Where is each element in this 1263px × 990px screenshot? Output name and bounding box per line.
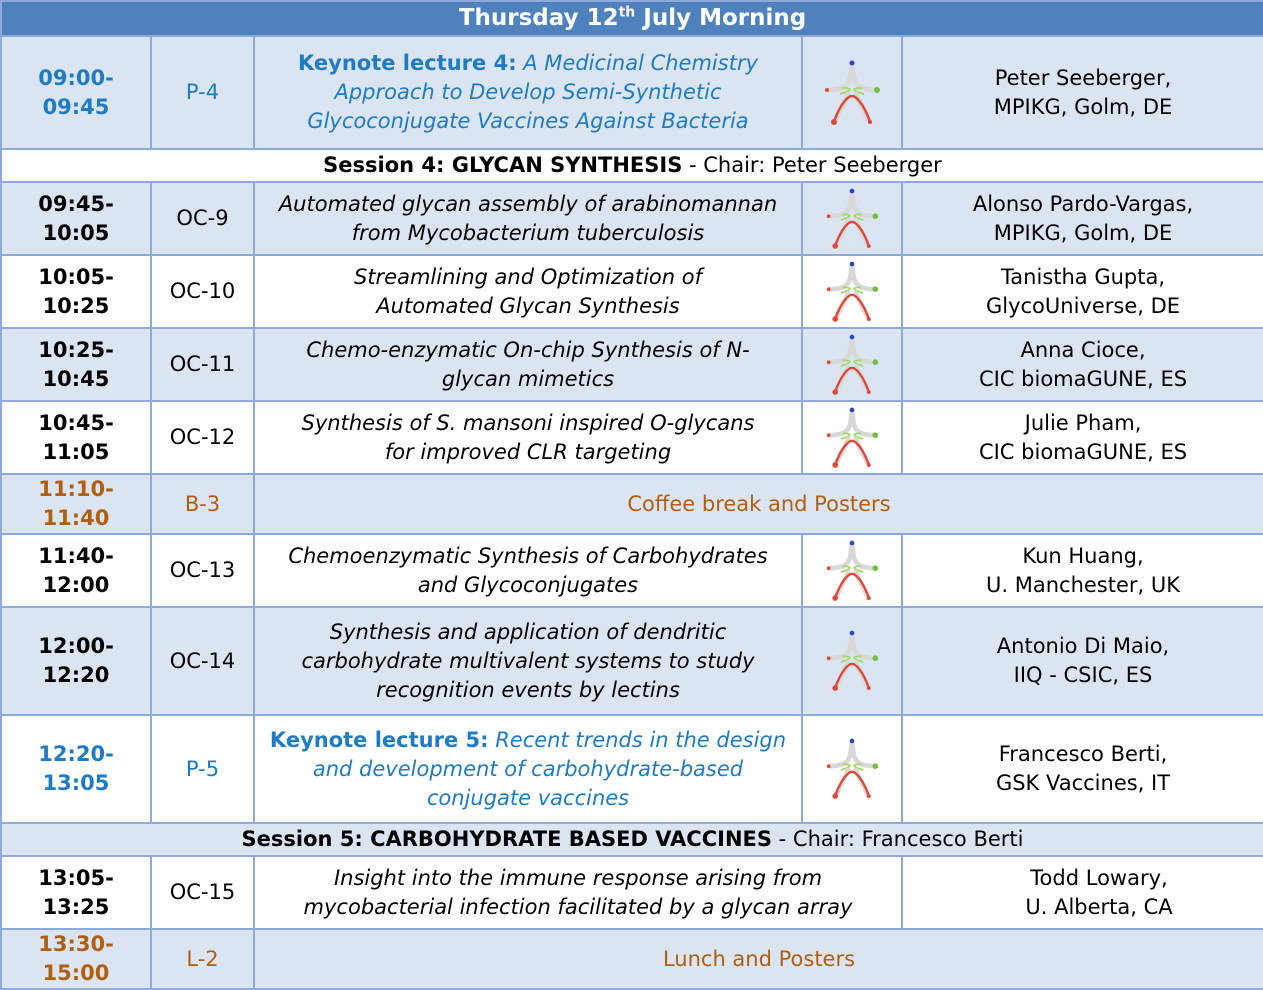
glycan-star-icon [802, 401, 902, 474]
speaker-cell: Peter Seeberger, MPIKG, Golm, DE [902, 36, 1263, 149]
glycan-star-icon [802, 328, 902, 401]
time-cell: 11:40-12:00 [1, 534, 151, 607]
code-cell: OC-10 [151, 255, 254, 328]
code-cell: OC-9 [151, 182, 254, 255]
glycan-star-icon [802, 36, 902, 149]
speaker-cell: Kun Huang, U. Manchester, UK [902, 534, 1263, 607]
code-cell: P-5 [151, 715, 254, 823]
time-cell: 11:10-11:40 [1, 474, 151, 534]
code-cell: OC-12 [151, 401, 254, 474]
session-title: Session 5: CARBOHYDRATE BASED VACCINES - Chair: Francesco Berti [1, 823, 1263, 856]
day-header-row [1, 1, 1263, 36]
schedule-row-oc-14 [1, 607, 1263, 715]
session-header-row [1, 149, 1263, 182]
schedule-row-oc-15 [1, 856, 1263, 929]
schedule-row-oc-11 [1, 328, 1263, 401]
code-cell: OC-11 [151, 328, 254, 401]
time-cell: 13:05-13:25 [1, 856, 151, 929]
speaker-cell: Antonio Di Maio, IIQ - CSIC, ES [902, 607, 1263, 715]
schedule-row-oc-9 [1, 182, 1263, 255]
time-cell: 10:05-10:25 [1, 255, 151, 328]
talk-title-cell: Automated glycan assembly of arabinomannan from Mycobacterium tuberculosis [254, 182, 802, 255]
schedule-row-keynote-4 [1, 36, 1263, 149]
talk-title-cell: Keynote lecture 4: A Medicinal Chemistry Approach to Develop Semi-Synthetic Glycoconjugate Vaccines Against Bacteria [254, 36, 802, 149]
speaker-cell: Julie Pham, CIC biomaGUNE, ES [902, 401, 1263, 474]
session-header-row [1, 823, 1263, 856]
talk-title-cell: Insight into the immune response arising from mycobacterial infection facilitated by a glycan array [254, 856, 902, 929]
speaker-cell: Tanistha Gupta, GlycoUniverse, DE [902, 255, 1263, 328]
speaker-cell: Francesco Berti, GSK Vaccines, IT [902, 715, 1263, 823]
break-row-lunch [1, 929, 1263, 989]
code-cell: OC-14 [151, 607, 254, 715]
glycan-star-icon [802, 182, 902, 255]
speaker-cell: Todd Lowary, U. Alberta, CA [902, 856, 1263, 929]
talk-title-cell: Synthesis and application of dendritic carbohydrate multivalent systems to study recognition events by lectins [254, 607, 802, 715]
code-cell: B-3 [151, 474, 254, 534]
glycan-star-icon [802, 715, 902, 823]
talk-title-cell: Synthesis of S. mansoni inspired O-glycans for improved CLR targeting [254, 401, 802, 474]
day-title: Thursday 12th July Morning [1, 1, 1263, 36]
time-cell: 12:00-12:20 [1, 607, 151, 715]
schedule-row-keynote-5 [1, 715, 1263, 823]
schedule-row-oc-10 [1, 255, 1263, 328]
code-cell: OC-15 [151, 856, 254, 929]
code-cell: OC-13 [151, 534, 254, 607]
talk-title-cell: Keynote lecture 5: Recent trends in the design and development of carbohydrate-based conjugate vaccines [254, 715, 802, 823]
speaker-cell: Anna Cioce, CIC biomaGUNE, ES [902, 328, 1263, 401]
glycan-star-icon [802, 607, 902, 715]
session-title: Session 4: GLYCAN SYNTHESIS - Chair: Peter Seeberger [1, 149, 1263, 182]
glycan-star-icon [802, 255, 902, 328]
schedule-row-oc-12 [1, 401, 1263, 474]
time-cell: 10:25-10:45 [1, 328, 151, 401]
time-cell: 09:45-10:05 [1, 182, 151, 255]
schedule-row-oc-13 [1, 534, 1263, 607]
break-label: Coffee break and Posters [254, 474, 1263, 534]
code-cell: L-2 [151, 929, 254, 989]
time-cell: 09:00-09:45 [1, 36, 151, 149]
code-cell: P-4 [151, 36, 254, 149]
talk-title-cell: Chemo-enzymatic On-chip Synthesis of N- glycan mimetics [254, 328, 802, 401]
break-label: Lunch and Posters [254, 929, 1263, 989]
speaker-cell: Alonso Pardo-Vargas, MPIKG, Golm, DE [902, 182, 1263, 255]
time-cell: 13:30-15:00 [1, 929, 151, 989]
glycan-star-icon [802, 534, 902, 607]
talk-title-cell: Chemoenzymatic Synthesis of Carbohydrates and Glycoconjugates [254, 534, 802, 607]
talk-title-cell: Streamlining and Optimization of Automated Glycan Synthesis [254, 255, 802, 328]
time-cell: 10:45-11:05 [1, 401, 151, 474]
time-cell: 12:20-13:05 [1, 715, 151, 823]
break-row-coffee [1, 474, 1263, 534]
